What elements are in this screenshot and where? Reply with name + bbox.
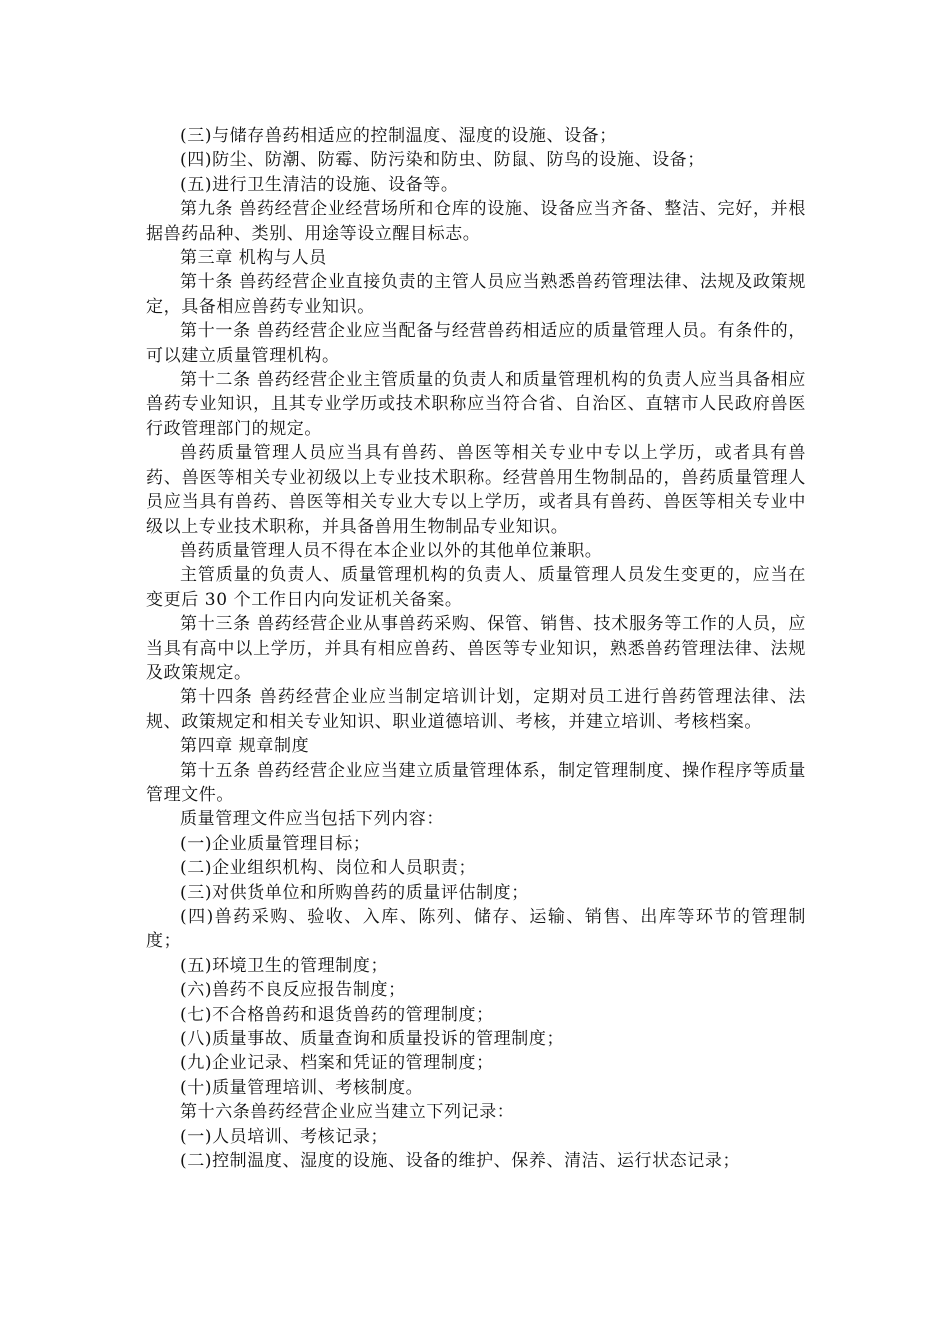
list-item: (二)控制温度、湿度的设施、设备的维护、保养、清洁、运行状态记录； [180, 1151, 741, 1172]
article-12: 第十二条 兽药经营企业主管质量的负责人和质量管理机构的负责人应当具备相应兽药专业知识，且其专业学历或技术职称应当符合省、自治区、直辖市人民政府兽医行政管理部门的规定。 [146, 370, 806, 439]
article-16: 第十六条兽药经营企业应当建立下列记录： [180, 1102, 515, 1123]
list-item: (三)对供货单位和所购兽药的质量评估制度； [180, 882, 529, 903]
chapter-heading: 第三章 机构与人员 [180, 248, 327, 269]
list-item: (四)兽药采购、验收、入库、陈列、储存、运输、销售、出库等环节的管理制度； [146, 907, 806, 952]
list-item: (十)质量管理培训、考核制度。 [180, 1077, 424, 1098]
paragraph: (三)与储存兽药相适应的控制温度、湿度的设施、设备； [180, 126, 617, 146]
paragraph: 主管质量的负责人、质量管理机构的负责人、质量管理人员发生变更的，应当在变更后 30 个工作日内向发证机关备案。 [146, 565, 806, 610]
list-item: (二)企业组织机构、岗位和人员职责； [180, 858, 477, 879]
list-item: (八)质量事故、质量查询和质量投诉的管理制度； [180, 1029, 565, 1050]
article-9: 第九条 兽药经营企业经营场所和仓库的设施、设备应当齐备、整洁、完好，并根据兽药品种、类别、用途等设立醒目标志。 [146, 199, 806, 244]
list-item: (一)人员培训、考核记录； [180, 1126, 389, 1147]
article-14: 第十四条 兽药经营企业应当制定培训计划，定期对员工进行兽药管理法律、法规、政策规定和相关专业知识、职业道德培训、考核，并建立培训、考核档案。 [146, 687, 806, 732]
paragraph: 兽药质量管理人员应当具有兽药、兽医等相关专业中专以上学历，或者具有兽药、兽医等相关专业初级以上专业技术职称。经营兽用生物制品的，兽药质量管理人员应当具有兽药、兽医等相关专业大专以上学历，或者具有兽药、兽医等相关专业中级以上专业技术职称，并具备兽用生物制品专业知识。 [146, 443, 806, 537]
paragraph: 质量管理文件应当包括下列内容： [180, 809, 444, 830]
list-item: (六)兽药不良反应报告制度； [180, 980, 406, 1001]
paragraph: 兽药质量管理人员不得在本企业以外的其他单位兼职。 [180, 540, 603, 561]
document-page [146, 124, 806, 1173]
article-11: 第十一条 兽药经营企业应当配备与经营兽药相适应的质量管理人员。有条件的，可以建立质量管理机构。 [146, 321, 806, 366]
list-item: (一)企业质量管理目标； [180, 833, 371, 854]
list-item: (五)环境卫生的管理制度； [180, 955, 389, 976]
chapter-heading: 第四章 规章制度 [180, 736, 310, 757]
article-15: 第十五条 兽药经营企业应当建立质量管理体系，制定管理制度、操作程序等质量管理文件。 [146, 760, 806, 805]
article-10: 第十条 兽药经营企业直接负责的主管人员应当熟悉兽药管理法律、法规及政策规定，具备相应兽药专业知识。 [146, 272, 806, 317]
article-13: 第十三条 兽药经营企业从事兽药采购、保管、销售、技术服务等工作的人员，应当具有高中以上学历，并具有相应兽药、兽医等专业知识，熟悉兽药管理法律、法规及政策规定。 [146, 614, 806, 683]
paragraph: (五)进行卫生清洁的设施、设备等。 [180, 174, 459, 195]
list-item: (九)企业记录、档案和凭证的管理制度； [180, 1053, 494, 1074]
paragraph: (四)防尘、防潮、防霉、防污染和防虫、防鼠、防鸟的设施、设备； [180, 150, 705, 171]
list-item: (七)不合格兽药和退货兽药的管理制度； [180, 1004, 494, 1025]
